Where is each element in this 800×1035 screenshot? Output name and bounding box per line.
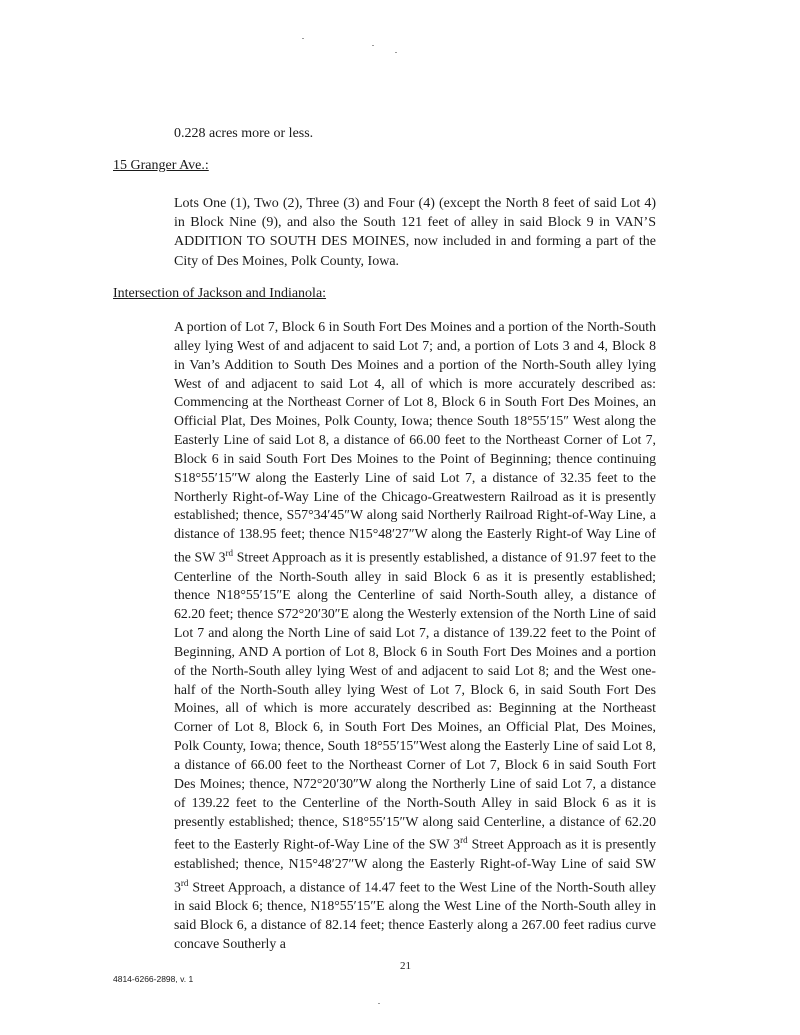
acreage-line: 0.228 acres more or less. — [174, 126, 314, 141]
scan-speck — [395, 52, 397, 53]
scan-speck — [372, 45, 374, 46]
legal-description-granger: Lots One (1), Two (2), Three (3) and Four (4) (except the North 8 feet of said Lot 4) in Block Nine (9), and also the South 121 feet of alley in said Block 9 in VAN’S ADDITION TO SOUTH DES MOINES, now included in and forming a part of the City of Des Moines, Polk County, Iowa. — [174, 196, 656, 269]
section-heading-granger: 15 Granger Ave.: — [113, 158, 209, 173]
page-number: 21 — [400, 960, 411, 972]
document-id: 4814-6266-2898, v. 1 — [113, 974, 194, 984]
scan-speck — [378, 1003, 380, 1004]
scan-speck — [302, 38, 304, 39]
section-heading-jackson-indianola: Intersection of Jackson and Indianola: — [113, 286, 327, 301]
legal-description-jackson-indianola: A portion of Lot 7, Block 6 in South Fort Des Moines and a portion of the North-South alley lying West of and adjacent to said Lot 7; and, a portion of Lots 3 and 4, Block 8 in Van’s Addition to South Des Moines and a portion of the North-South alley lying West of and adjacent to said Lot 4, all of which is more accurately described as: Commencing at the Northeast Corner of Lot 8, Block 6 in South Fort Des Moines, an Official Plat, Des Moines, Polk County, Iowa; thence South 18°55′15″ West along the Easterly Line of said Lot 8, a distance of 66.00 feet to the Northeast Corner of Lot 7, Block 6 in said South Fort Des Moines to the Point of Beginning; thence continuing S18°55′15″W along the Easterly Line of said Lot 7, a distance of 32.35 feet to the Northerly Right-of-Way Line of the Chicago-Greatwestern Railroad as it is presently established; thence, S57°34′45″W along said Northerly Railroad Right-of-Way Line, a distance of 138.95 feet; thence N15°48′27″W along the Easterly Right-of Way Line of the SW 3rd Street Approach as it is presently established, a distance of 91.97 feet to the Centerline of the North-South alley in said Block 6 as it is presently established; thence N18°55′15″E along the Centerline of said North-South alley, a distance of 62.20 feet; thence S72°20′30″E along the Westerly extension of the North Line of said Lot 7 and along the North Line of said Lot 7, a distance of 139.22 feet to the Point of Beginning, AND A portion of Lot 8, Block 6 in South Fort Des Moines and a portion of the North-South alley lying West of and adjacent to said Lot 8; and the West one-half of the North-South alley lying West of Lot 7, Block 6, in said South Fort Des Moines, all of which is more accurately described as: Beginning at the Northeast Corner of Lot 8, Block 6, in South Fort Des Moines, an Official Plat, Des Moines, Polk County, Iowa; thence, South 18°55′15″West along the Easterly Line of said Lot 8, a distance of 66.00 feet to the Northeast Corner of Lot 7, Block 6 in said South Fort Des Moines; thence, N72°20′30″W along the Northerly Line of said Lot 7, a distance of 139.22 feet to the Centerline of the North-South Alley in said Block 6 as it is presently established; thence, S18°55′15″W along said Centerline, a distance of 62.20 feet to the Easterly Right-of-Way Line of the SW 3rd Street Approach as it is presently established; thence, N15°48′27″W along the Easterly Right-of-Way Line of said SW 3rd Street Approach, a distance of 14.47 feet to the West Line of the North-South alley in said Block 6; thence, N18°55′15″E along the West Line of the North-South alley in said Block 6, a distance of 82.14 feet; thence Easterly along a 267.00 feet radius curve concave Southerly a — [174, 319, 656, 951]
